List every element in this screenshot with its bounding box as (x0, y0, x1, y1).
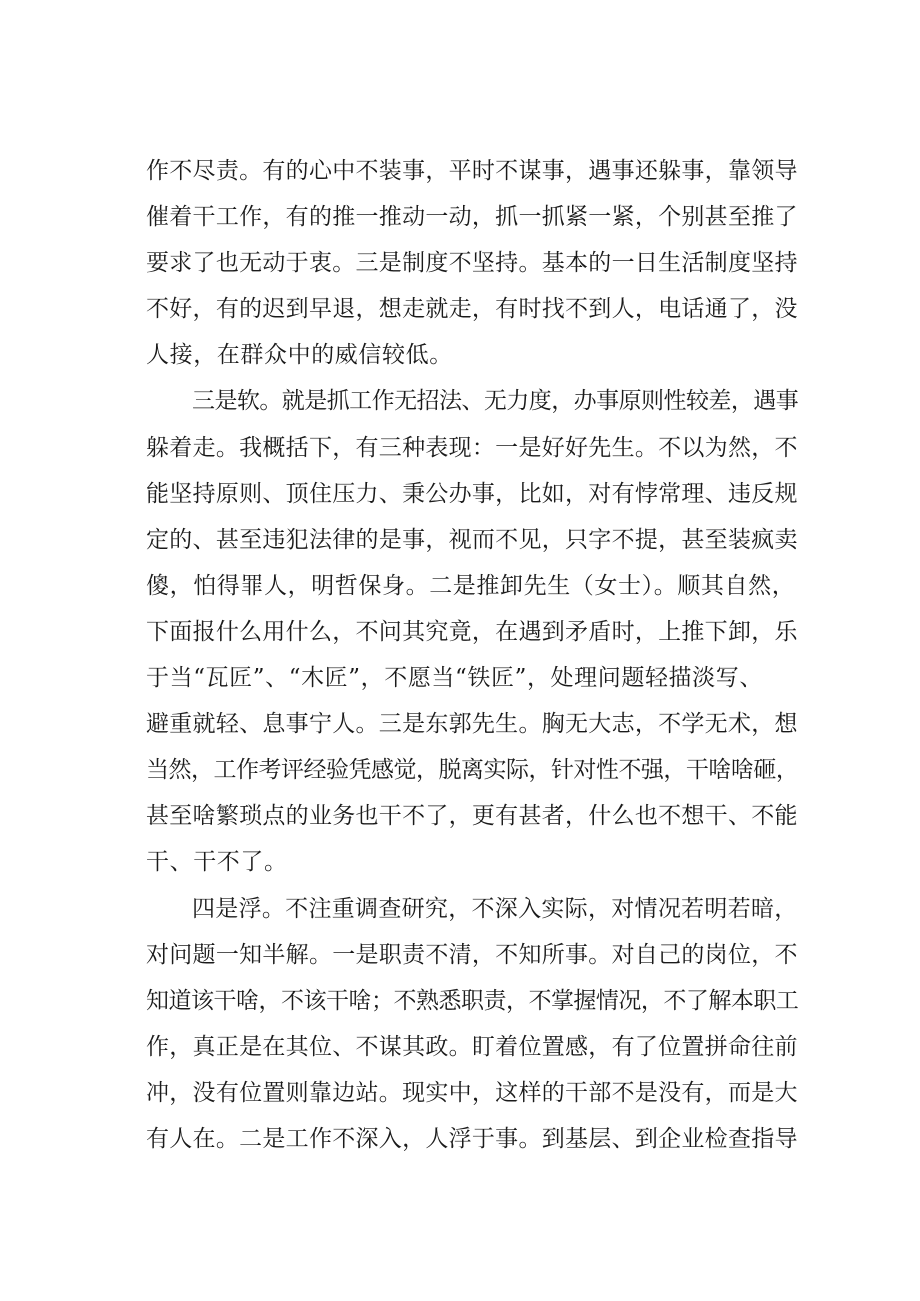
text-line: 躲着走。我概括下，有三种表现：一是好好先生。不以为然，不 (146, 434, 798, 461)
text-line: 避重就轻、息事宁人。三是东郭先生。胸无大志，不学无术，想 (146, 711, 798, 738)
text-line: 有人在。二是工作不深入，人浮于事。到基层、到企业检查指导 (146, 1125, 798, 1152)
text-line: 四是浮。不注重调查研究，不深入实际，对情况若明若暗， (192, 895, 798, 922)
text-line: 能坚持原则、顶住压力、秉公办事，比如，对有悖常理、违反规 (146, 480, 798, 507)
text-line: 催着干工作，有的推一推动一动，抓一抓紧一紧，个别甚至推了 (146, 204, 798, 231)
text-line: 不好，有的迟到早退，想走就走，有时找不到人，电话通了，没 (146, 296, 798, 323)
paragraph-continuation (146, 148, 798, 378)
text-line: 傻，怕得罪人，明哲保身。二是推卸先生（女士）。顺其自然， (146, 572, 796, 599)
text-line: 于当“瓦匠”、“木匠”，不愿当“铁匠”，处理问题轻描淡写、 (146, 665, 763, 692)
text-line: 作不尽责。有的心中不装事，平时不谋事，遇事还躲事，靠领导 (146, 158, 798, 184)
paragraph-floating (146, 886, 798, 1163)
text-line: 人接，在群众中的威信较低。 (146, 342, 453, 369)
text-line: 甚至啥繁琐点的业务也干不了，更有甚者，什么也不想干、不能 (146, 803, 798, 830)
text-line: 干、干不了。 (146, 849, 288, 876)
document-body (146, 148, 798, 1162)
text-line: 定的、甚至违犯法律的是事，视而不见，只字不提，甚至装疯卖 (146, 526, 798, 553)
text-line: 作，真正是在其位、不谋其政。盯着位置感，有了位置拼命往前 (146, 1033, 798, 1060)
text-line: 三是软。就是抓工作无招法、无力度，办事原则性较差，遇事 (192, 388, 799, 415)
paragraph-soft (146, 378, 798, 885)
text-line: 冲，没有位置则靠边站。现实中，这样的干部不是没有，而是大 (146, 1079, 798, 1106)
text-line: 对问题一知半解。一是职责不清，不知所事。对自己的岗位，不 (146, 941, 798, 968)
text-line: 当然，工作考评经验凭感觉，脱离实际，针对性不强，干啥啥砸， (146, 757, 799, 784)
text-line: 知道该干啥，不该干啥；不熟悉职责，不掌握情况，不了解本职工 (146, 987, 799, 1014)
text-line: 要求了也无动于衷。三是制度不坚持。基本的一日生活制度坚持 (146, 250, 798, 277)
text-line: 下面报什么用什么，不问其究竟，在遇到矛盾时，上推下卸，乐 (146, 618, 798, 645)
